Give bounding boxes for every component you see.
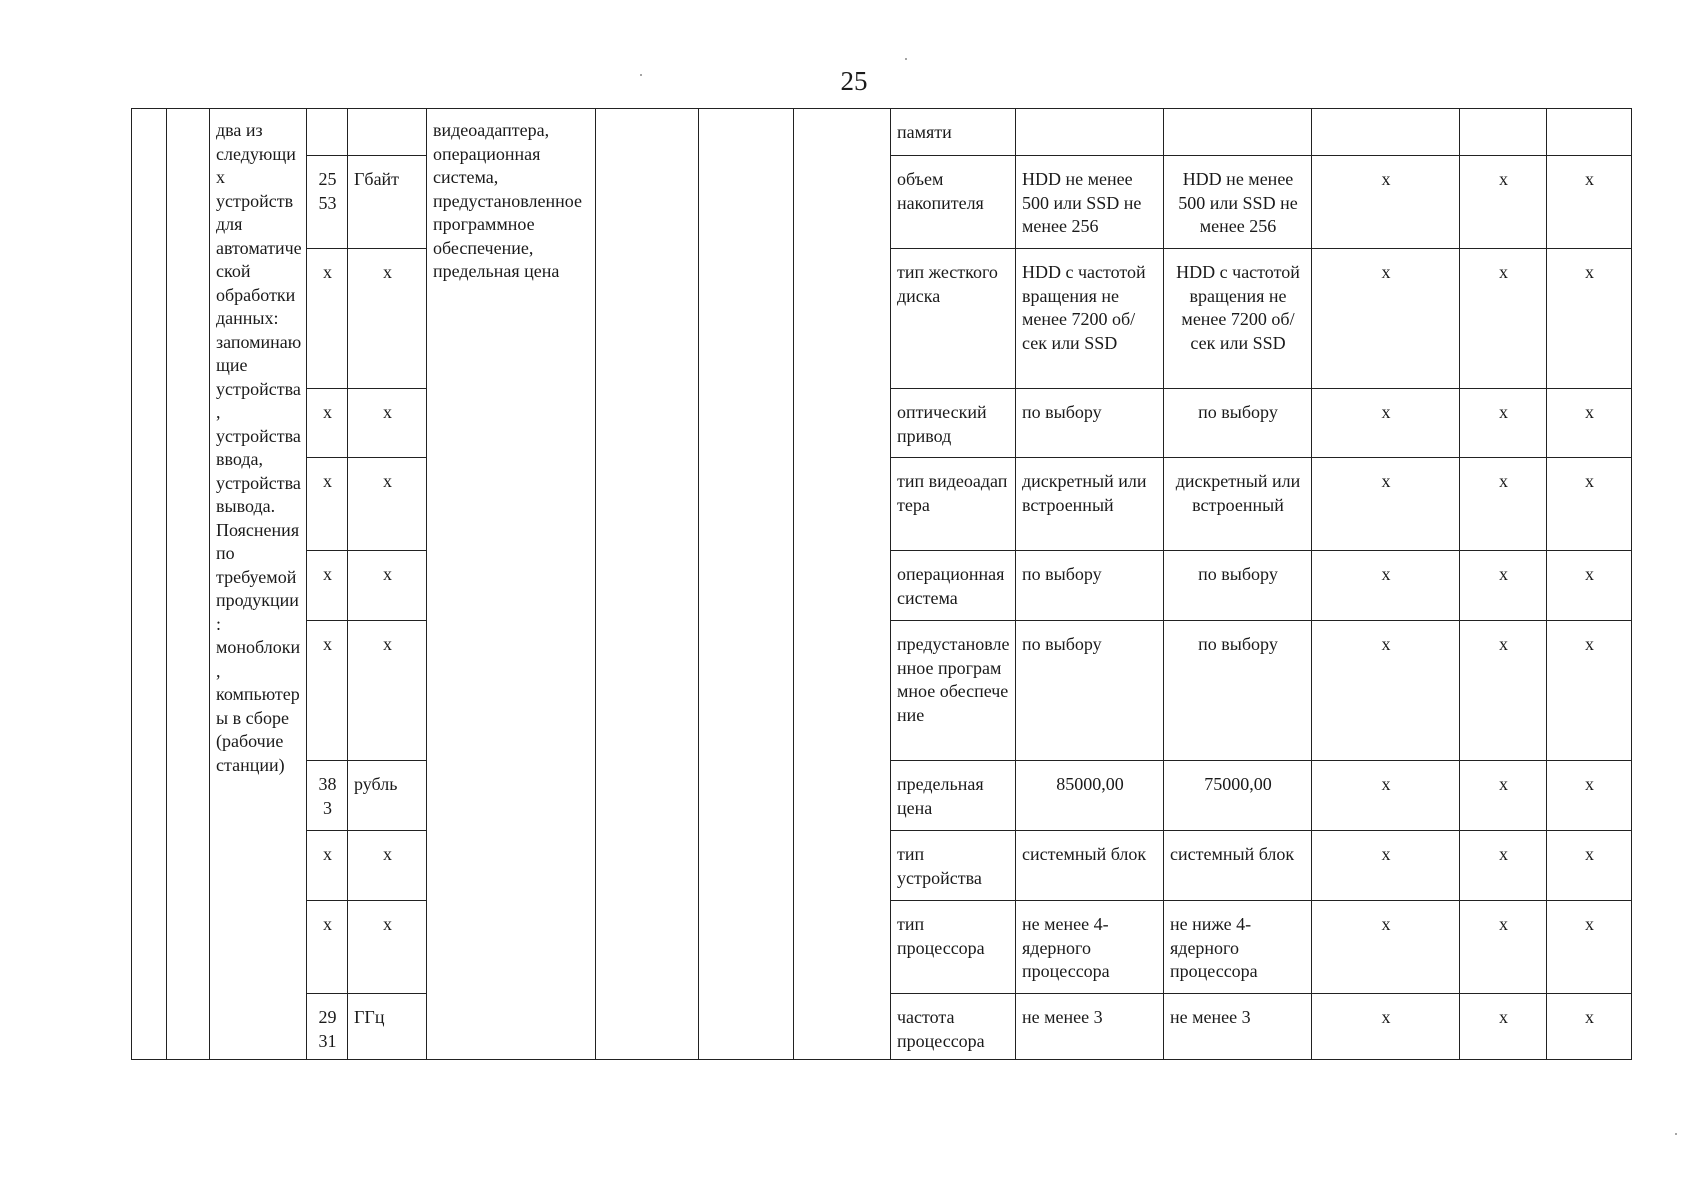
mark-3-cell: x: [1547, 994, 1632, 1060]
value-2-cell: [1164, 109, 1312, 156]
mark-2-cell: x: [1460, 901, 1547, 994]
blank-column-5: [794, 109, 891, 1060]
characteristics-list-cell: видеоадаптера, операционная система, предустановленное программное обеспечение, предельная цена: [427, 109, 596, 1060]
unit-cell: рубль: [348, 761, 427, 831]
mark-3-cell: x: [1547, 551, 1632, 621]
mark-2-cell: x: [1460, 621, 1547, 761]
table-row: [132, 109, 1632, 156]
unit-cell: [348, 109, 427, 156]
characteristic-name-cell: частота процессора: [891, 994, 1016, 1060]
value-2-cell: HDD с частотой вращения не менее 7200 об/сек или SSD: [1164, 249, 1312, 389]
value-2-cell: HDD не менее 500 или SSD не менее 256: [1164, 156, 1312, 249]
value-1-cell: дискретный или встроенный: [1016, 458, 1164, 551]
code-cell: [307, 109, 348, 156]
value-2-cell: не менее 3: [1164, 994, 1312, 1060]
mark-3-cell: x: [1547, 901, 1632, 994]
mark-1-cell: x: [1312, 901, 1460, 994]
code-cell: x: [307, 389, 348, 458]
unit-cell: x: [348, 249, 427, 389]
code-cell: 29 31: [307, 994, 348, 1060]
value-2-cell: дискретный или встроенный: [1164, 458, 1312, 551]
page-number: 25: [840, 66, 868, 96]
scan-speck: [640, 74, 642, 76]
mark-3-cell: x: [1547, 156, 1632, 249]
code-cell: x: [307, 621, 348, 761]
characteristic-name-cell: предельная цена: [891, 761, 1016, 831]
mark-1-cell: x: [1312, 156, 1460, 249]
mark-1-cell: x: [1312, 551, 1460, 621]
unit-cell: x: [348, 831, 427, 901]
mark-3-cell: x: [1547, 621, 1632, 761]
code-cell: 25 53: [307, 156, 348, 249]
mark-2-cell: x: [1460, 831, 1547, 901]
code-cell: x: [307, 901, 348, 994]
product-description-cell: два из следующих устройств для автоматической обработки данных: запоминающие устройства, устройства ввода, устройства вывода. Пояснения по требуемой продукции: моноблоки, компьютеры в сборе (рабочие станции): [210, 109, 307, 1060]
mark-2-cell: x: [1460, 458, 1547, 551]
unit-cell: x: [348, 901, 427, 994]
code-cell: 38 3: [307, 761, 348, 831]
code-cell: x: [307, 458, 348, 551]
unit-cell: x: [348, 389, 427, 458]
characteristic-name-cell: тип процессора: [891, 901, 1016, 994]
code-cell: x: [307, 249, 348, 389]
mark-1-cell: x: [1312, 994, 1460, 1060]
mark-3-cell: [1547, 109, 1632, 156]
value-1-cell: [1016, 109, 1164, 156]
blank-column-1: [132, 109, 167, 1060]
value-2-cell: системный блок: [1164, 831, 1312, 901]
value-1-cell: не менее 3: [1016, 994, 1164, 1060]
code-cell: x: [307, 551, 348, 621]
characteristic-name-cell: объем накопителя: [891, 156, 1016, 249]
mark-2-cell: x: [1460, 761, 1547, 831]
mark-1-cell: x: [1312, 458, 1460, 551]
mark-1-cell: x: [1312, 621, 1460, 761]
value-1-cell: по выбору: [1016, 621, 1164, 761]
mark-1-cell: x: [1312, 249, 1460, 389]
mark-3-cell: x: [1547, 831, 1632, 901]
mark-3-cell: x: [1547, 458, 1632, 551]
value-2-cell: по выбору: [1164, 621, 1312, 761]
unit-cell: Гбайт: [348, 156, 427, 249]
value-1-cell: по выбору: [1016, 389, 1164, 458]
value-1-cell: не менее 4-ядерного процессора: [1016, 901, 1164, 994]
blank-column-3: [596, 109, 699, 1060]
table-body: [132, 109, 1632, 1060]
mark-1-cell: x: [1312, 389, 1460, 458]
characteristic-name-cell: предустановленное программное обеспечение: [891, 621, 1016, 761]
code-cell: x: [307, 831, 348, 901]
characteristic-name-cell: тип устройства: [891, 831, 1016, 901]
characteristic-name-cell: операционная система: [891, 551, 1016, 621]
mark-1-cell: x: [1312, 761, 1460, 831]
mark-2-cell: x: [1460, 249, 1547, 389]
characteristic-name-cell: тип видеоадаптера: [891, 458, 1016, 551]
value-1-cell: системный блок: [1016, 831, 1164, 901]
mark-1-cell: [1312, 109, 1460, 156]
unit-cell: ГГц: [348, 994, 427, 1060]
characteristic-name-cell: памяти: [891, 109, 1016, 156]
mark-3-cell: x: [1547, 761, 1632, 831]
blank-column-4: [699, 109, 794, 1060]
mark-3-cell: x: [1547, 249, 1632, 389]
characteristic-name-cell: тип жесткого диска: [891, 249, 1016, 389]
mark-1-cell: x: [1312, 831, 1460, 901]
mark-3-cell: x: [1547, 389, 1632, 458]
value-2-cell: по выбору: [1164, 389, 1312, 458]
value-1-cell: HDD не менее 500 или SSD не менее 256: [1016, 156, 1164, 249]
mark-2-cell: x: [1460, 994, 1547, 1060]
value-1-cell: по выбору: [1016, 551, 1164, 621]
value-1-cell: 85000,00: [1016, 761, 1164, 831]
mark-2-cell: x: [1460, 389, 1547, 458]
characteristics-table: [131, 108, 1632, 1060]
mark-2-cell: x: [1460, 156, 1547, 249]
scan-speck: [1675, 1133, 1677, 1135]
value-2-cell: по выбору: [1164, 551, 1312, 621]
value-2-cell: 75000,00: [1164, 761, 1312, 831]
unit-cell: x: [348, 551, 427, 621]
unit-cell: x: [348, 621, 427, 761]
characteristic-name-cell: оптический привод: [891, 389, 1016, 458]
mark-2-cell: [1460, 109, 1547, 156]
value-2-cell: не ниже 4-ядерного процессора: [1164, 901, 1312, 994]
blank-column-2: [167, 109, 210, 1060]
scan-speck: [905, 58, 907, 60]
unit-cell: x: [348, 458, 427, 551]
value-1-cell: HDD с частотой вращения не менее 7200 об/сек или SSD: [1016, 249, 1164, 389]
mark-2-cell: x: [1460, 551, 1547, 621]
